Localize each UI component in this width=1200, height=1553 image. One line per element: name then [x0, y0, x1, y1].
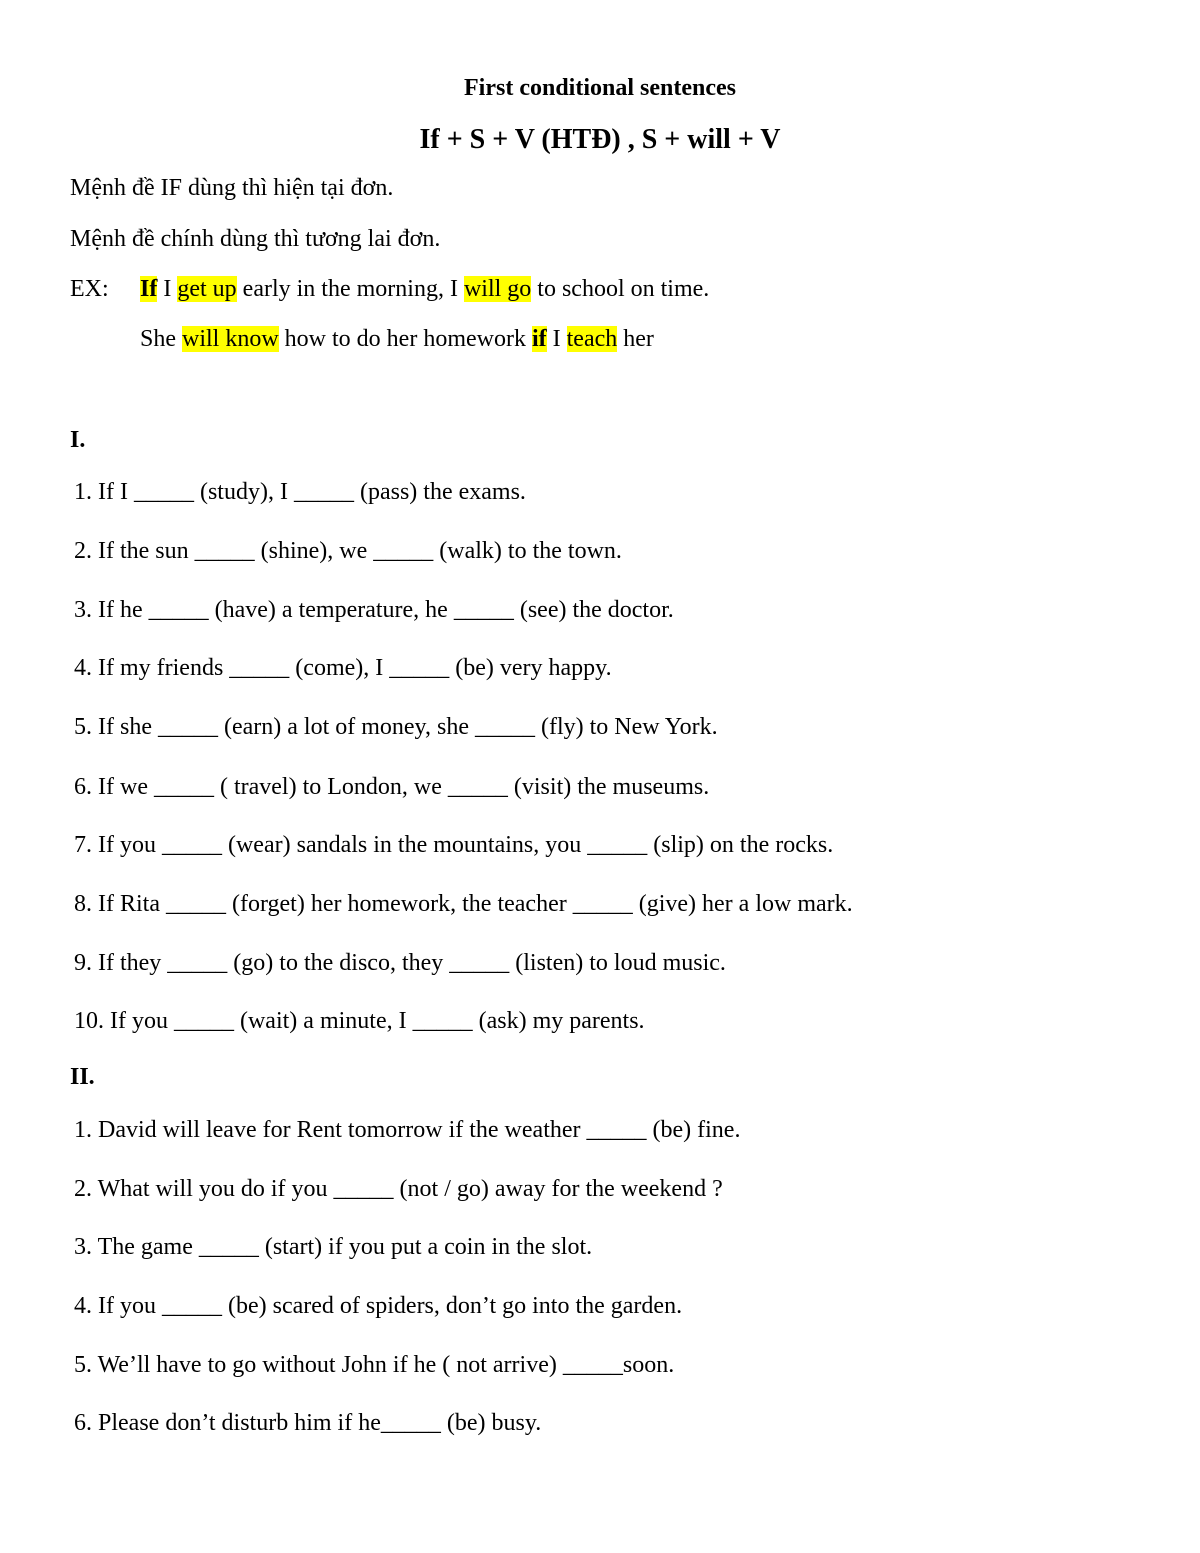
exercise-item: 6. Please don’t disturb him if he_____ (be) busy.: [74, 1410, 542, 1436]
example-text: early in the morning, I: [236, 276, 464, 302]
example-text: I: [157, 276, 178, 302]
formula: If + S + V (HTĐ) , S + will + V: [419, 124, 781, 155]
section-heading-1: I.: [70, 427, 86, 453]
exercise-item: 8. If Rita _____ (forget) her homework, the teacher _____ (give) her a low mark.: [74, 891, 853, 917]
example-sentence-2: [140, 324, 654, 354]
exercise-item: 1. If I _____ (study), I _____ (pass) the exams.: [74, 479, 526, 505]
exercise-item: 5. If she _____ (earn) a lot of money, she _____ (fly) to New York.: [74, 714, 718, 740]
exercise-item: 1. David will leave for Rent tomorrow if the weather _____ (be) fine.: [74, 1117, 741, 1143]
note-main-clause: Mệnh đề chính dùng thì tương lai đơn.: [70, 226, 441, 252]
exercise-item: 4. If you _____ (be) scared of spiders, don’t go into the garden.: [74, 1293, 683, 1319]
exercise-item: 7. If you _____ (wear) sandals in the mountains, you _____ (slip) on the rocks.: [74, 832, 834, 858]
exercise-item: 2. If the sun _____ (shine), we _____ (walk) to the town.: [74, 538, 622, 564]
example-will-highlight: will go: [463, 276, 532, 302]
example-verb-highlight: get up: [177, 276, 237, 302]
exercise-item: 10. If you _____ (wait) a minute, I _____ (ask) my parents.: [74, 1008, 645, 1034]
exercise-item: 4. If my friends _____ (come), I _____ (be) very happy.: [74, 655, 612, 681]
note-if-clause: Mệnh đề IF dùng thì hiện tại đơn.: [70, 175, 394, 201]
exercise-item: 2. What will you do if you _____ (not / go) away for the weekend ?: [74, 1176, 723, 1202]
exercise-item: 5. We’ll have to go without John if he ( not arrive) _____soon.: [74, 1352, 675, 1378]
example-text: She: [140, 326, 182, 352]
exercise-item: 3. The game _____ (start) if you put a coin in the slot.: [74, 1234, 593, 1260]
example-text: her: [617, 326, 654, 352]
example-if-highlight: If: [140, 276, 158, 302]
exercise-item: 3. If he _____ (have) a temperature, he _____ (see) the doctor.: [74, 597, 674, 623]
example-text: how to do her homework: [278, 326, 532, 352]
example-will-highlight: will know: [182, 326, 279, 352]
exercise-item: 9. If they _____ (go) to the disco, they _____ (listen) to loud music.: [74, 950, 726, 976]
exercise-item: 6. If we _____ ( travel) to London, we _____ (visit) the museums.: [74, 774, 710, 800]
example-sentence-1: [140, 274, 709, 304]
page-title: First conditional sentences: [464, 75, 736, 101]
example-label: EX:: [70, 276, 109, 302]
section-heading-2: II.: [70, 1064, 95, 1090]
example-text: to school on time.: [531, 276, 710, 302]
example-text: I: [546, 326, 567, 352]
example-verb-highlight: teach: [566, 326, 618, 352]
example-if-highlight: if: [531, 326, 547, 352]
